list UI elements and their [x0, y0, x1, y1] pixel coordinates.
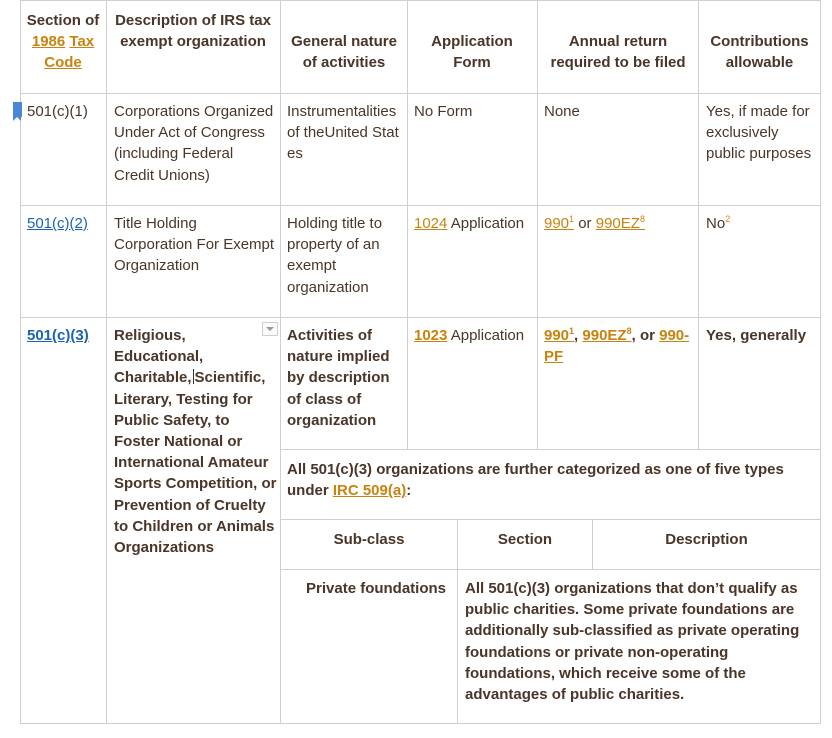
nested-header-subclass: Sub-class: [333, 531, 405, 548]
row1-form: No Form: [414, 103, 473, 120]
nested-intro: [287, 459, 815, 501]
row2-contributions-text: No: [706, 215, 726, 232]
row3-top-cells-bottom-border: [280, 449, 821, 450]
header-tax-code-link[interactable]: Tax Code: [44, 33, 95, 72]
footnote-8-bold[interactable]: 8: [626, 326, 632, 336]
nested-intro-colon: :: [406, 482, 412, 500]
row3-form: [414, 325, 526, 346]
form-990pf-link[interactable]: 990-PF: [544, 327, 690, 366]
form-990ez-link-bold[interactable]: $990EZ^8$: [582, 326, 632, 344]
form-1024-link[interactable]: 1024: [414, 215, 448, 232]
row2-form-text: Application: [450, 215, 525, 232]
row2-bottom-border: [20, 317, 821, 318]
header-description: Description of IRS tax exempt organization: [115, 12, 271, 51]
row2-annual-or: or: [578, 215, 592, 232]
table-border-top: [20, 0, 821, 1]
row1-contributions: Yes, if made for exclusively public purposes: [706, 103, 812, 163]
subheader-bottom-border: [280, 569, 821, 570]
row1-nature: Instrumentalities of theUnited States: [287, 103, 399, 163]
row3-section-link[interactable]: 501(c)(3): [27, 327, 89, 344]
col-divider-1: [106, 0, 107, 724]
row3-annual: [544, 325, 694, 367]
nested-header-section: Section: [497, 531, 553, 548]
row2-nature: Holding title to property of an exempt organization: [287, 215, 383, 296]
row3-description-part2: Scientific, Literary, Testing for Public Safety, to Foster National or International Amateur Sports Competition, or Prevention of Cruelty to Children or Animals Organizations: [114, 369, 277, 557]
row1-section: 501(c)(1): [27, 103, 88, 120]
row3-form-text: Application: [450, 327, 525, 344]
row2-form: [414, 213, 526, 234]
row2-section-link[interactable]: 501(c)(2): [27, 215, 88, 232]
form-990-link[interactable]: $990^1$: [544, 214, 575, 232]
col-divider-3: [407, 0, 408, 450]
private-foundations-description: All 501(c)(3) organizations that don’t qualify as public charities. Some private foundations are additionally sub-classified as private operating foundations or private non-operating foundations, which receive some of the advantages of public charities.: [465, 580, 800, 704]
intro-bottom-border: [280, 519, 821, 520]
nested-intro-text: All 501(c)(3) organizations are further categorized as one of five types under: [287, 461, 784, 500]
text-cursor-icon: [193, 369, 194, 384]
form-1023-link[interactable]: 1023: [414, 327, 448, 344]
row3-contributions: Yes, generally: [706, 327, 807, 344]
row2-contributions: [706, 213, 816, 234]
header-contributions: Contributions allowable: [710, 33, 809, 72]
col-divider-4: [537, 0, 538, 450]
table-border-right: [820, 0, 821, 724]
header-bottom-border: [20, 93, 821, 94]
row1-annual: None: [544, 103, 580, 120]
row3-nature: Activities of nature implied by description of class of organization: [287, 327, 390, 429]
footnote-1[interactable]: 1: [569, 214, 575, 224]
header-section-pre: Section of: [26, 12, 100, 29]
nested-header-description: Description: [665, 531, 748, 548]
irc-509a-link[interactable]: IRC 509(a): [332, 482, 407, 500]
row1-description: Corporations Organized Under Act of Congress (including Federal Credit Unions): [114, 103, 274, 184]
header-nature: General nature of activities: [291, 33, 397, 72]
row1-bottom-border: [20, 205, 821, 206]
header-1986-link[interactable]: 1986: [31, 33, 66, 51]
bookmark-icon[interactable]: [13, 102, 22, 117]
footnote-2[interactable]: 2: [725, 214, 731, 224]
row2-description: Title Holding Corporation For Exempt Organization: [114, 215, 275, 275]
table-border-bottom: [20, 723, 821, 724]
footnote-8[interactable]: 8: [639, 214, 645, 224]
header-annual: Annual return required to be filed: [550, 33, 686, 72]
col-divider-5: [698, 0, 699, 450]
row3-annual-or: , or: [631, 327, 655, 344]
footnote-1-bold[interactable]: 1: [569, 326, 575, 336]
header-section: [22, 10, 104, 74]
col-divider-2: [280, 0, 281, 724]
private-foundations-label: Private foundations: [306, 580, 447, 597]
form-990ez-link[interactable]: $990EZ^8$: [595, 214, 645, 232]
row2-annual: [544, 213, 694, 234]
row3-description-part1: Religious, Educational, Charitable,: [114, 327, 204, 387]
row3-description: [114, 325, 278, 558]
form-990-link-bold[interactable]: $990^1$: [544, 326, 575, 344]
header-application: Application Form: [431, 33, 513, 72]
row3-annual-comma: ,: [574, 327, 579, 344]
